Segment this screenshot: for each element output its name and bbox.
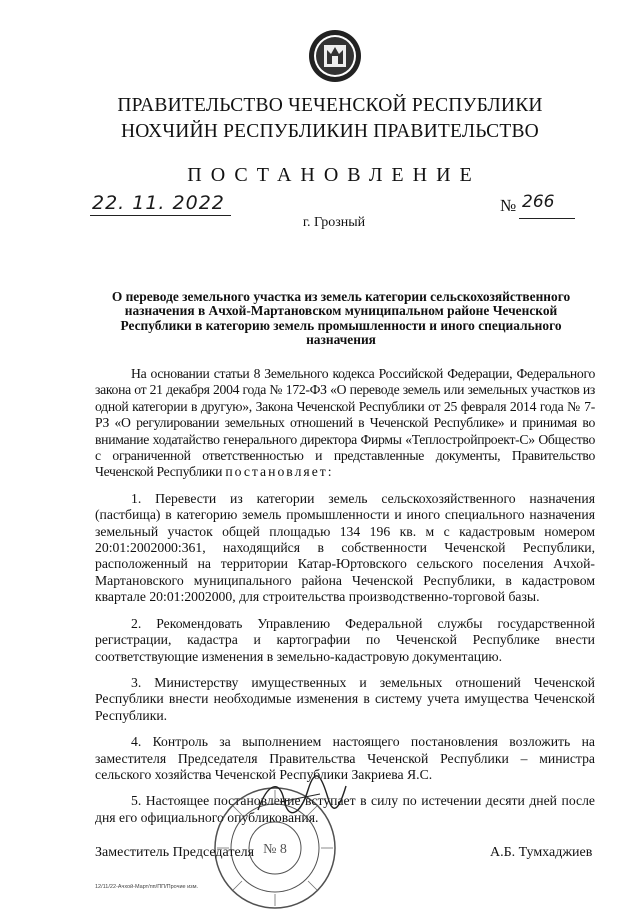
item-1: 1. Перевести из категории земель сельскохозяйственного назначения (пастбища) в категорию земель промышленности и иного специального назначения земельный участок общей площадью 134 196 кв. м с кадастровым номером 20:01:2002000:361, находящийся в собственности Чеченской Республики, расположенный на территории Катар-Юртовского сельского поселения Ачхой-Мартановского муниципального района Чеченской Республики, в кадастровом квартале 20:01:2002000, для строительства производственно-торговой базы. xyxy=(95,490,595,605)
document-title: О переводе земельного участка из земель категории сельскохозяйственного назначения в Ачхой-Мартановском муниципальном районе Чеченской Республики в категорию земель промышленности и иного специального назначения xyxy=(111,289,571,347)
government-title-ce: НОХЧИЙН РЕСПУБЛИКИН ПРАВИТЕЛЬСТВО xyxy=(121,121,539,142)
item-2: 2. Рекомендовать Управлению Федеральной службы государственной регистрации, кадастра и картографии по Чеченской Республике внести соответствующие изменения в земельно-кадастровую документацию. xyxy=(95,615,595,664)
item-4: 4. Контроль за выполнением настоящего постановления возложить на заместителя Председателя Правительства Чеченской Республики – министра сельского хозяйства Чеченской Республики Закриева Я.С. xyxy=(95,734,595,782)
document-date: 22. 11. 2022 xyxy=(90,192,231,216)
coat-of-arms-emblem xyxy=(307,28,363,84)
document-type: ПОСТАНОВЛЕНИЕ xyxy=(187,164,481,186)
document-body xyxy=(95,366,595,836)
decree-word: постановляет: xyxy=(225,464,334,480)
document-footer-code: 12/11/22-Ачхой-Март/пп/ПП/Прочие изм. xyxy=(95,884,199,890)
handwritten-signature xyxy=(250,772,350,822)
document-number: 266 xyxy=(522,192,555,212)
stamp-number: № 8 xyxy=(263,842,287,857)
item-5: 5. Настоящее постановление вступает в силу по истечении десяти дней после дня его официального опубликования. xyxy=(95,793,595,825)
government-title-ru: ПРАВИТЕЛЬСТВО ЧЕЧЕНСКОЙ РЕСПУБЛИКИ xyxy=(117,95,543,116)
preamble-paragraph xyxy=(95,366,595,481)
signatory-title: Заместитель Председателя xyxy=(95,845,255,860)
signatory-name: А.Б. Тумхаджиев xyxy=(490,845,593,860)
item-3: 3. Министерству имущественных и земельных отношений Чеченской Республики внести необходимые изменения в систему учета имущества Чеченской Республики. xyxy=(95,674,595,723)
number-label: № xyxy=(500,196,517,215)
document-city: г. Грозный xyxy=(302,215,366,230)
preamble-text: На основании статьи 8 Земельного кодекса Российской Федерации, Федерального закона от 21 декабря 2004 года № 172-ФЗ «О переводе земель или земельных участков из одной категории в другую», Закона Чеченской Республики от 25 февраля 2014 года № 7-РЗ «О регулировании земельных отношений в Чеченской Республике» и принимая во внимание ходатайство генерального директора Фирмы «Теплостройпроект-С» Общество с ограниченной ответственностью и представленные документы, Правительство Чеченской Республики xyxy=(95,366,595,480)
